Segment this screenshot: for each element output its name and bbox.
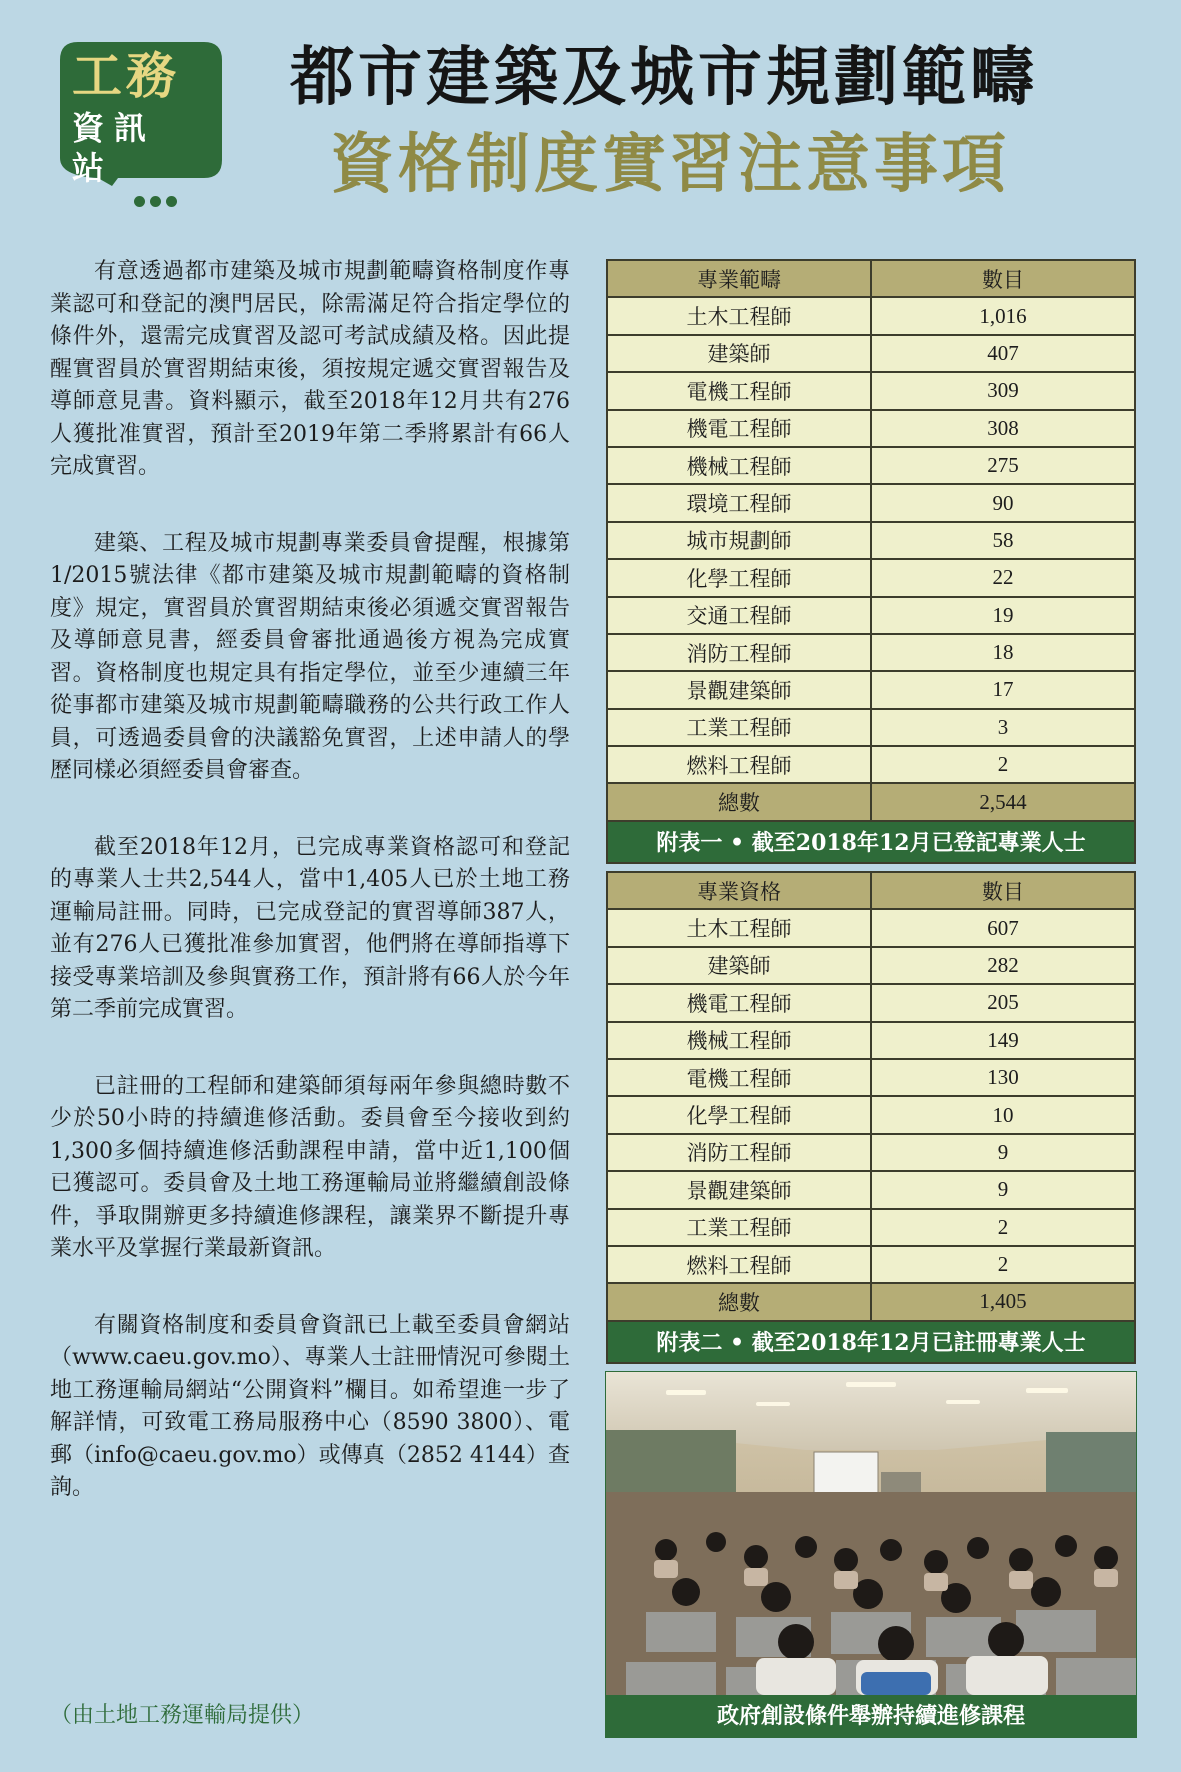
table-cell: 282: [871, 947, 1135, 984]
registered-professionals-table: [606, 259, 1136, 864]
table-row: [607, 447, 1135, 484]
table-cell: 9: [871, 1171, 1135, 1208]
table-total-row: [607, 1283, 1135, 1320]
table-row: [607, 1246, 1135, 1283]
table-row: [607, 984, 1135, 1021]
table-cell: 景觀建築師: [607, 1171, 871, 1208]
registered-practitioners-table: [606, 871, 1136, 1364]
page-subtitle: 資格制度實習注意事項: [330, 127, 1010, 202]
table-cell: 3: [871, 709, 1135, 746]
table-cell: 58: [871, 522, 1135, 559]
table-cell: 化學工程師: [607, 559, 871, 596]
page-title: 都市建築及城市規劃範疇: [290, 40, 1038, 115]
logo-line-2: 資訊: [72, 109, 157, 147]
header-cell: 數目: [871, 260, 1135, 297]
table-cell: 消防工程師: [607, 634, 871, 671]
table-cell: 10: [871, 1096, 1135, 1133]
table-cell: 22: [871, 559, 1135, 596]
table-row: [607, 1209, 1135, 1246]
table-cell: 化學工程師: [607, 1096, 871, 1133]
table-row: [607, 597, 1135, 634]
table-row: [607, 746, 1135, 783]
table-cell: 308: [871, 410, 1135, 447]
table-cell: 9: [871, 1134, 1135, 1171]
table-cell: 工業工程師: [607, 1209, 871, 1246]
photo-caption: 政府創設條件舉辦持續進修課程: [606, 1695, 1136, 1737]
paragraph: 有關資格制度和委員會資訊已上載至委員會網站（www.caeu.gov.mo）、專業人士註冊情況可參閱土地工務運輸局網站“公開資料”欄目。如希望進一步了解詳情，可致電工務局服務中心（8590 3800）、電郵（info@caeu.gov.mo）或傳真（2852 4144）查詢。: [50, 1312, 570, 1500]
total-value: 2,544: [871, 783, 1135, 820]
logo: [58, 40, 226, 212]
table-header: [607, 260, 1135, 297]
table-cell: 18: [871, 634, 1135, 671]
table-cell: 城市規劃師: [607, 522, 871, 559]
credit: （由土地工務運輸局提供）: [50, 1703, 315, 1728]
table-cell: 機械工程師: [607, 447, 871, 484]
table-row: [607, 372, 1135, 409]
table-cell: 土木工程師: [607, 909, 871, 946]
table-cell: 90: [871, 484, 1135, 521]
logo-line-1: 工務: [72, 47, 180, 105]
table-cell: 149: [871, 1022, 1135, 1059]
table-cell: 環境工程師: [607, 484, 871, 521]
table-cell: 2: [871, 746, 1135, 783]
header-cell: 數目: [871, 872, 1135, 909]
table-cell: 407: [871, 335, 1135, 372]
ellipsis-dots-icon: [134, 192, 182, 211]
seminar-room-image: [606, 1372, 1136, 1695]
table-row: [607, 559, 1135, 596]
table-cell: 2: [871, 1209, 1135, 1246]
table-cell: 機電工程師: [607, 410, 871, 447]
total-label: 總數: [607, 783, 871, 820]
header-cell: 專業範疇: [607, 260, 871, 297]
table-cell: 205: [871, 984, 1135, 1021]
table-cell: 電機工程師: [607, 372, 871, 409]
table-cell: 燃料工程師: [607, 1246, 871, 1283]
table-cell: 607: [871, 909, 1135, 946]
table-row: [607, 709, 1135, 746]
table-cell: 電機工程師: [607, 1059, 871, 1096]
table-row: [607, 335, 1135, 372]
table-cell: 275: [871, 447, 1135, 484]
logo-line-3: 站: [72, 149, 105, 187]
table-row: [607, 484, 1135, 521]
table-cell: 消防工程師: [607, 1134, 871, 1171]
table-cell: 19: [871, 597, 1135, 634]
table-cell: 130: [871, 1059, 1135, 1096]
table-cell: 建築師: [607, 947, 871, 984]
total-value: 1,405: [871, 1283, 1135, 1320]
table-row: [607, 909, 1135, 946]
article-body: [50, 256, 570, 1549]
paragraph: 有意透過都市建築及城市規劃範疇資格制度作專業認可和登記的澳門居民，除需滿足符合指定學位的條件外，還需完成實習及認可考試成績及格。因此提醒實習員於實習期結束後，須按規定遞交實習報告及導師意見書。資料顯示，截至2018年12月共有276人獲批准實習，預計至2019年第二季將累計有66人完成實習。: [50, 259, 570, 479]
table-row: [607, 1022, 1135, 1059]
header-cell: 專業資格: [607, 872, 871, 909]
table-cell: 交通工程師: [607, 597, 871, 634]
table-header: [607, 872, 1135, 909]
table-cell: 17: [871, 671, 1135, 708]
table-cell: 309: [871, 372, 1135, 409]
classroom-photo: [605, 1371, 1137, 1738]
table-row: [607, 522, 1135, 559]
table-cell: 景觀建築師: [607, 671, 871, 708]
table-cell: 土木工程師: [607, 297, 871, 334]
table-cell: 1,016: [871, 297, 1135, 334]
table-row: [607, 1059, 1135, 1096]
table-row: [607, 1096, 1135, 1133]
table-total-row: [607, 783, 1135, 820]
table-cell: 2: [871, 1246, 1135, 1283]
table-row: [607, 410, 1135, 447]
paragraph: 截至2018年12月，已完成專業資格認可和登記的專業人士共2,544人，當中1,405人已於土地工務運輸局註冊。同時，已完成登記的實習導師387人，並有276人已獲批准參加實習，他們將在導師指導下接受專業培訓及參與實務工作，預計將有66人於今年第二季前完成實習。: [50, 834, 570, 1022]
table-row: [607, 671, 1135, 708]
table-cell: 工業工程師: [607, 709, 871, 746]
table-cell: 建築師: [607, 335, 871, 372]
paragraph: 已註冊的工程師和建築師須每兩年參與總時數不少於50小時的持續進修活動。委員會至今接收到約1,300多個持續進修活動課程申請，當中近1,100個已獲認可。委員會及土地工務運輸局並將繼續創設條件，爭取開辦更多持續進修課程，讓業界不斷提升專業水平及掌握行業最新資訊。: [50, 1073, 570, 1261]
table-row: [607, 947, 1135, 984]
table-row: [607, 297, 1135, 334]
table-row: [607, 1134, 1135, 1171]
table-row: [607, 634, 1135, 671]
table-caption: 附表二 • 截至2018年12月已註冊專業人士: [607, 1321, 1135, 1363]
paragraph: 建築、工程及城市規劃專業委員會提醒，根據第1/2015號法律《都市建築及城市規劃範疇的資格制度》規定，實習員於實習期結束後必須遞交實習報告及導師意見書，經委員會審批通過後方視為完成實習。資格制度也規定具有指定學位，並至少連續三年從事都市建築及城市規劃範疇職務的公共行政工作人員，可透過委員會的決議豁免實習，上述申請人的學歷同樣必須經委員會審查。: [50, 530, 570, 783]
total-label: 總數: [607, 1283, 871, 1320]
table-cell: 機械工程師: [607, 1022, 871, 1059]
table-cell: 燃料工程師: [607, 746, 871, 783]
table-row: [607, 1171, 1135, 1208]
table-caption: 附表一 • 截至2018年12月已登記專業人士: [607, 821, 1135, 863]
table-cell: 機電工程師: [607, 984, 871, 1021]
